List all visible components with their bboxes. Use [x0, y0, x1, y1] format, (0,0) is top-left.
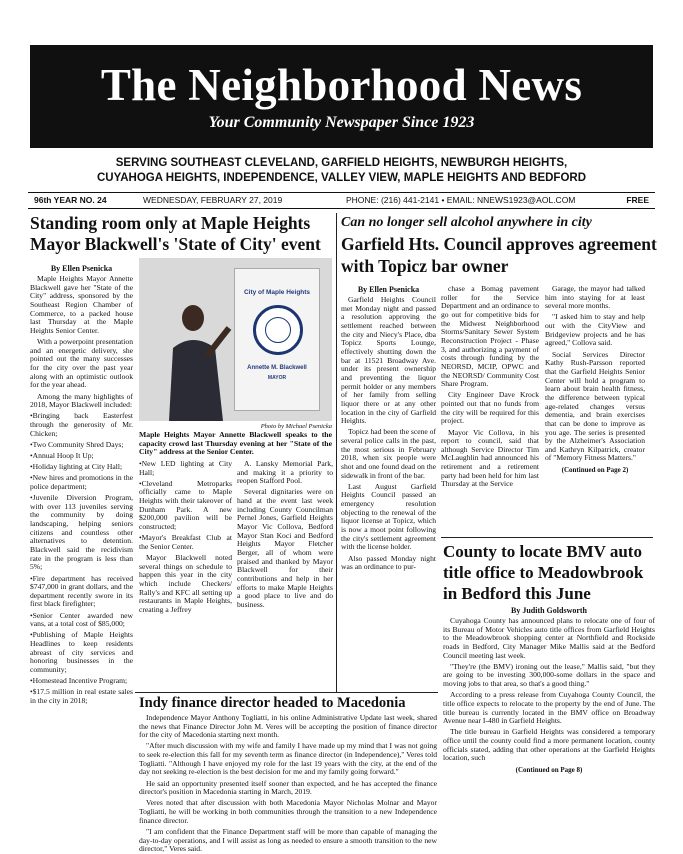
paragraph: Among the many highlights of 2018, Mayor Blackwell included:	[30, 391, 133, 410]
paragraph: •$17.5 million in real estate sales in the city in 2018;	[30, 687, 133, 706]
column-divider	[336, 213, 337, 693]
paragraph: •Juvenile Diversion Program, with over 113 juveniles serving the community by doing landscaping, helping seniors citizens and countless other alternatives to detention. Blackwell said the recidivism rate in the program is less than 5%;	[30, 493, 133, 572]
sign-mayor-title: MAYOR	[267, 375, 287, 381]
section-divider	[441, 537, 653, 538]
indy-divider	[135, 692, 438, 693]
garfield-column-3	[545, 285, 645, 535]
city-seal-icon	[253, 305, 303, 355]
paragraph: •Two Community Shred Days;	[30, 439, 124, 449]
indy-body	[139, 713, 437, 854]
paragraph: City Engineer Dave Krock pointed out that no funds from the city will be required for this project.	[441, 390, 539, 426]
paragraph: Cuyahoga County has announced plans to relocate one of four of its Bureau of Motor Vehicles auto title offices from Garfield Heights to the Meadowbrook shopping center at Northfield and Rockside roads in Bedford, City Manager Mike Mallis said at the Bedford Council meeting last week.	[443, 616, 655, 660]
paragraph: "After much discussion with my wife and family I have made up my mind that I was not going to seek re-election this fall for my seventh term as finance director (in Independence)," Veres told Togliatti. "Although I have enjoyed my role for the last 19 years with the city, at the end of the day not seeking re-election is the best decision for me and my family going forward."	[139, 741, 437, 777]
paragraph: •Annual Hoop It Up;	[30, 450, 94, 460]
paragraph: Veres noted that after discussion with both Macedonia Mayor Nicholas Molnar and Mayor Togliatti, he will be working in both communities through the transition to a new Independence finance director.	[139, 798, 437, 825]
paragraph: The title bureau in Garfield Heights was considered a temporary office until the county could find a more permanent location, county officials stated, adding that other operations at the Garfield Heights location, such	[443, 727, 655, 763]
maple-byline: By Ellen Psenicka	[50, 264, 113, 273]
paragraph: •Fire department has received $747,000 in grant dollars, and the department recently swore in its first black firefighter;	[30, 573, 133, 609]
paragraph: •Bringing back Easterfest through the generosity of Mr. Chicken;	[30, 411, 133, 438]
paragraph: With a powerpoint presentation and an energetic delivery, she pointed out the many successes for the city over the past year along with an optimistic outlook for the year ahead.	[30, 337, 133, 390]
paragraph: Also passed Monday night was an ordinance to pur-	[341, 553, 436, 572]
paragraph: Social Services Director Kathy Rush-Parsson reported that the Garfield Heights Senior Center will hold a program to learn about brain health fitness, the difference between typical age-related changes versus dementia, and brain exercises that can be done to improve as you age. The series is presented by the Alzheimer's Association and Kathryn Kilpatrick, creator of "Memory Fitness Matters."	[545, 349, 645, 463]
paragraph: •Holiday lighting at City Hall;	[30, 462, 123, 472]
paragraph: Independence Mayor Anthony Togliatti, in his online Administrative Update last week, shared the news that Finance Director John M. Veres will be accepting the position of finance director for the city of Macedonia starting next month.	[139, 713, 437, 740]
maple-column-2	[139, 460, 232, 688]
paragraph: chase a Bomag pavement roller for the Service Department and an ordinance to go out for competitive bids for the Midwest Neighborhood Storms/Sanitary Sewer System Reconstruction Project - Phase 3, and authorizing a payment of costs through funding by the NEORSD, MCIP, OPWC and the NEORSD/ Community Cost Share Program.	[441, 284, 539, 389]
paragraph: Mayor Vic Collova, in his report to council, said that although Service Director Tim McLaughlin had announced his retirement and a retirement party had been held for him last Thursday at the Service	[441, 427, 539, 489]
price-label: FREE	[626, 195, 649, 205]
paragraph: Several dignitaries were on hand at the event last week including County Councilman Pernel Jones, Garfield Heights Mayor Vic Collova, Bedford Mayor Stan Koci and Bedford Heights Mayor Fletcher Berger, all of whom were praised and thanked by Mayor Blackwell for their contributions and help in her efforts to make Maple Heights a good place to live and do business.	[237, 487, 333, 609]
bmv-byline: By Judith Goldsworth	[510, 606, 588, 615]
paragraph: According to a press release from Cuyahoga County Council, the title office expects to relocate to the property by the end of June. The title bureau is currently located in the BMV office on Broadway Avenue near I-480 in Garfield Heights.	[443, 690, 655, 726]
serving-line-1: SERVING SOUTHEAST CLEVELAND, GARFIELD HEIGHTS, NEWBURGH HEIGHTS,	[115, 157, 568, 169]
photo-credit: Photo by Michael Psenicka	[260, 423, 332, 430]
continued-note: (Continued on Page 2)	[561, 465, 629, 474]
maple-column-3	[237, 460, 333, 688]
paragraph: •New hires and promotions in the police department;	[30, 473, 133, 491]
issue-date: WEDNESDAY, FEBRUARY 27, 2019	[143, 195, 283, 205]
issue-number: 96th YEAR NO. 24	[34, 195, 107, 205]
paragraph: Last August Garfield Heights Council passed an emergency resolution objecting to the renewal of the liquor license at Topicz, which is now a moot point following the city's settlement agreement with the license holder.	[341, 481, 436, 552]
issue-info-bar	[28, 192, 655, 209]
garfield-headline: Garfield Hts. Council approves agreement with Topicz bar owner	[341, 234, 657, 276]
paragraph: •Mayor's Breakfast Club at the Senior Center.	[139, 533, 232, 551]
paragraph: Maple Heights Mayor Annette Blackwell gave her "State of the City" address, sponsored by the Southeast Region Chamber of Commerce, to a packed house last Thursday at the Maple Heights Senior Center.	[30, 274, 133, 335]
garfield-kicker: Can no longer sell alcohol anywhere in city	[341, 215, 592, 230]
mayor-photo	[139, 258, 332, 421]
paragraph: •Cleveland Metroparks officially came to Maple Heights with their takeover of Dunham Park. A new $200,000 pavilion will be constructed;	[139, 478, 232, 532]
garfield-column-1	[341, 296, 436, 696]
paragraph: •Senior Center awarded new vans, at a total cost of $85,000;	[30, 610, 133, 629]
maple-headline: Standing room only at Maple Heights Mayor Blackwell's 'State of City' event	[30, 213, 321, 254]
paragraph: •Homestead Incentive Program;	[30, 676, 128, 686]
newspaper-tagline: Your Community Newspaper Since 1923	[208, 114, 475, 131]
paragraph: He said an opportunity presented itself sooner than expected, and he has accepted the finance director's position in Macedonia starting in March, 2019.	[139, 778, 437, 797]
paragraph: "I asked him to stay and help out with the CityView and Bridgeview projects and he has agreed," Collova said.	[545, 312, 645, 348]
bmv-headline: County to locate BMV auto title office to Meadowbrook in Bedford this June	[443, 542, 644, 603]
garfield-column-2	[441, 285, 539, 535]
indy-headline: Indy finance director headed to Macedonia	[139, 695, 406, 711]
paragraph: Garfield Heights Council met Monday night and passed a resolution approving the settlement reached between the city and Niecy's Place, dba Topicz Sports Lounge, effectively shutting down the bar at 11521 Broadway Ave. under its present ownership and preventing the liquor permit holder or any members of her family from selling liquor there or at any other location in the city of Garfield Heights.	[341, 295, 436, 426]
serving-areas	[20, 156, 663, 186]
serving-line-2: CUYAHOGA HEIGHTS, INDEPENDENCE, VALLEY VIEW, MAPLE HEIGHTS AND BEDFORD	[96, 172, 586, 184]
paragraph: •Publishing of Maple Heights Headlines to keep residents abreast of city services and honoring businesses in the community;	[30, 630, 133, 675]
paragraph: Mayor Blackwell noted several things on schedule to happen this year in the city which include Checkers/ Rally's and KFC all setting up restaurants in Maple Heights, creating a Jeffrey	[139, 553, 232, 614]
sign-mayor-name: Annette M. Blackwell	[247, 365, 307, 371]
garfield-byline: By Ellen Psenicka	[357, 285, 420, 294]
podium-sign	[234, 268, 320, 411]
paragraph: "They're (the BMV) ironing out the lease," Mallis said, "but they are going to be investing 300,000-some dollars in the space and moving jobs to that area, so that's a good thing."	[443, 661, 655, 689]
maple-column-1	[30, 275, 133, 833]
photo-caption: Maple Heights Mayor Annette Blackwell speaks to the capacity crowd last Thursday evening at her "State of the City" address at the Senior Center.	[139, 430, 332, 457]
sign-city-label: City of Maple Heights	[243, 289, 311, 296]
newspaper-title: The Neighborhood News	[100, 60, 583, 110]
bmv-body	[443, 617, 655, 835]
paragraph: •New LED lighting at City Hall;	[139, 459, 232, 477]
paragraph: A. Lansky Memorial Park, and making it a priority to reopen Stafford Pool.	[237, 459, 333, 486]
paragraph: Topicz had been the scene of several police calls in the past, the most serious in February 2018, when six people were shot and one found dead on the sidewalk in front of the bar.	[341, 427, 436, 480]
speaker-figure-icon	[159, 298, 231, 421]
masthead	[30, 45, 653, 148]
continued-note: (Continued on Page 8)	[515, 765, 583, 774]
contact-info: PHONE: (216) 441-2141 • EMAIL: NNEWS1923@AOL.COM	[346, 195, 576, 205]
paragraph: Garage, the mayor had talked him into staying for at least several more months.	[545, 284, 645, 311]
paragraph: "I am confident that the Finance Department staff will be more than capable of managing the day-to-day operations, and I will assist as long as needed to ensure a smooth transition to the new director," Veres said.	[139, 826, 437, 854]
